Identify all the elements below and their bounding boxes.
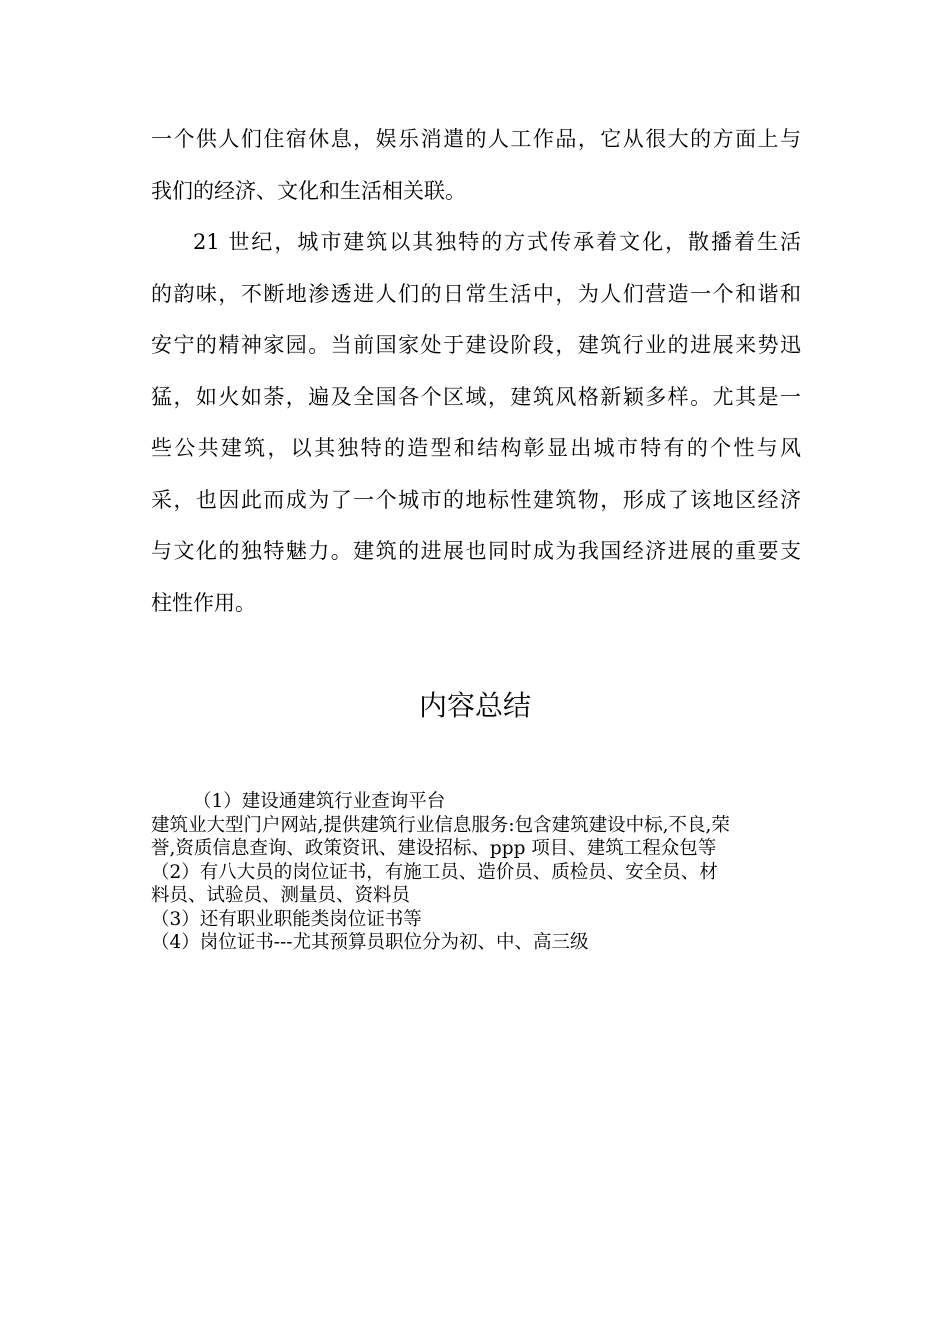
paragraph-2-line-2: 的韵味，不断地渗透进人们的日常生活中，为人们营造一个和谐和 [151,281,801,306]
paragraph-2-line-6: 采，也因此而成为了一个城市的地标性建筑物，形成了该地区经济 [151,487,801,512]
summary-line-7: （4）岗位证书---尤其预算员职位分为初、中、高三级 [151,932,589,953]
summary-line-5: 料员、试验员、测量员、资料员 [151,885,411,906]
paragraph-2-line-8: 柱性作用。 [151,590,256,615]
summary-line-6: （3）还有职业职能类岗位证书等 [151,908,422,930]
summary-title: 内容总结 [418,689,531,722]
summary-line-2: 建筑业大型门户网站,提供建筑行业信息服务:包含建筑建设中标,不良,荣 [151,814,730,836]
paragraph-1-line-1: 一个供人们住宿休息，娱乐消遣的人工作品，它从很大的方面上与 [151,127,801,151]
summary-line-3: 誉,资质信息查询、政策资讯、建设招标、ppp 项目、建筑工程众包等 [151,838,717,859]
paragraph-1-line-2: 我们的经济、文化和生活相关联。 [151,178,466,203]
paragraph-2-line-1: 21 世纪，城市建筑以其独特的方式传承着文化，散播着生活 [193,230,801,254]
paragraph-2-line-7: 与文化的独特魅力。建筑的进展也同时成为我国经济进展的重要支 [151,539,801,563]
paragraph-2-line-4: 猛，如火如荼，遍及全国各个区域，建筑风格新颖多样。尤其是一 [151,384,801,409]
body-text [151,114,801,629]
paragraph-2-line-5: 些公共建筑，以其独特的造型和结构彰显出城市特有的个性与风 [151,436,801,460]
paragraph-2-line-3: 安宁的精神家园。当前国家处于建设阶段，建筑行业的进展来势迅 [151,333,801,357]
summary-list [151,790,801,955]
summary-line-4: （2）有八大员的岗位证书，有施工员、造价员、质检员、安全员、材 [151,861,718,883]
summary-line-1: （1）建设通建筑行业查询平台 [193,791,446,812]
